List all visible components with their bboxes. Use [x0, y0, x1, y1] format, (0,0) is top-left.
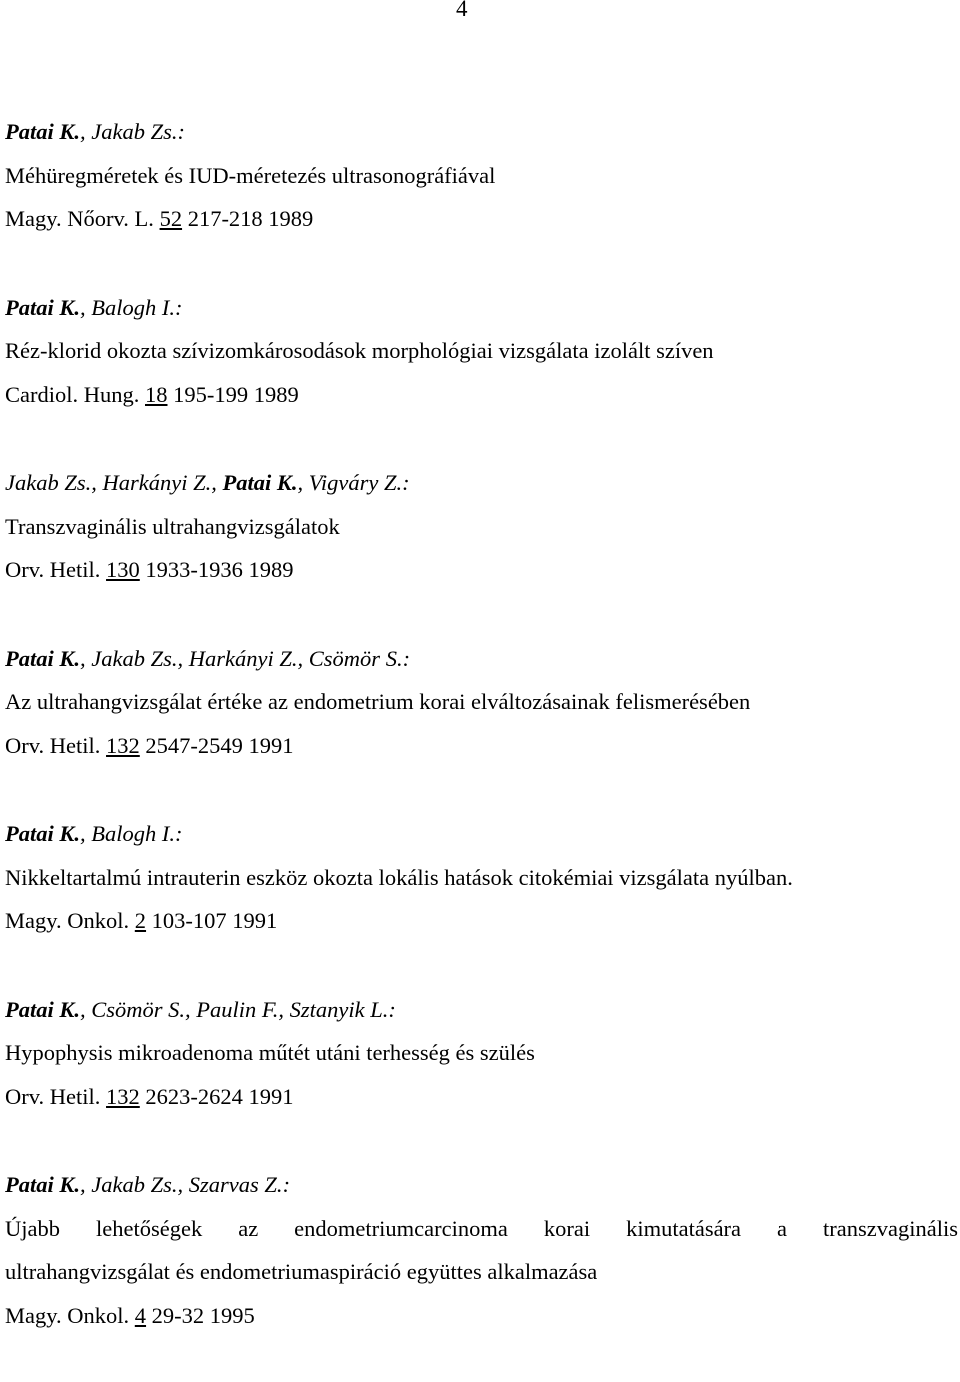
publication-citation [5, 1294, 958, 1338]
journal-name: Orv. Hetil. [5, 732, 101, 758]
author-surname: Patai [5, 294, 54, 320]
author-surname: Harkányi [188, 645, 274, 671]
author [5, 470, 91, 495]
author [309, 470, 402, 495]
journal-volume: 132 [106, 732, 140, 758]
journal-name: Orv. Hetil. [5, 557, 101, 582]
journal-name: Cardiol. Hung. [5, 381, 140, 407]
author [5, 646, 80, 671]
author [5, 821, 80, 846]
author-surname: Patai [5, 119, 54, 144]
author-surname: Balogh [91, 294, 157, 320]
author-initials: K. [59, 1172, 81, 1197]
publication-title: Az ultrahangvizsgálat értéke az endometrium korai elváltozásainak felismerésében [5, 689, 751, 714]
publication-authors: Patai K., Balogh I.: [5, 821, 183, 846]
author [91, 997, 185, 1022]
publication-entry [5, 988, 958, 1119]
publication-entry [5, 461, 958, 592]
author [5, 119, 80, 144]
publication-citation [5, 1075, 958, 1119]
author-initials: K. [59, 119, 81, 144]
author [91, 821, 175, 846]
publication-citation [5, 373, 958, 417]
publication-citation [5, 899, 958, 943]
author-initials: K. [276, 470, 298, 495]
author-surname: Patai [5, 996, 54, 1022]
author-initials: Zs. [64, 470, 92, 495]
author-surname: Patai [5, 645, 54, 671]
author-surname: Vigváry [308, 470, 379, 495]
author [103, 470, 212, 495]
author-surname: Harkányi [102, 470, 188, 495]
author-initials: Zs. [150, 645, 178, 671]
journal-volume: 52 [159, 206, 183, 231]
pages-year: 217-218 1989 [187, 206, 314, 231]
author-surname: Csömör [91, 996, 163, 1022]
publication-entry [5, 286, 958, 417]
journal-volume: 2 [134, 908, 147, 933]
author [5, 1172, 80, 1197]
author [223, 470, 298, 495]
publication-authors: Patai K., Jakab Zs.: [5, 119, 186, 144]
publication-entry [5, 1163, 958, 1337]
author-initials: F. [261, 996, 279, 1022]
author-surname: Jakab [5, 470, 59, 495]
publication-authors: Patai K., Balogh I.: [5, 294, 183, 320]
author-surname: Sztanyik [289, 996, 365, 1022]
publication-title: Réz-klorid okozta szívizomkárosodások morphológiai vizsgálata izolált szíven [5, 338, 714, 363]
author [91, 295, 175, 320]
author-initials: L. [370, 996, 389, 1022]
author-initials: Zs. [150, 119, 178, 144]
author-surname: Patai [222, 470, 272, 495]
author-initials: K. [59, 645, 81, 671]
author-surname: Patai [5, 821, 54, 846]
pages-year: 29-32 1995 [151, 1302, 255, 1328]
author [91, 646, 177, 671]
publication-title: Transzvaginális ultrahangvizsgálatok [5, 513, 340, 539]
author-surname: Jakab [91, 119, 145, 144]
author-initials: Z. [279, 645, 298, 671]
publication-title: Újabb lehetőségek az endometriumcarcinoma korai kimutatására a transzvaginális [5, 1215, 958, 1241]
publication-authors: Patai K., Jakab Zs., Harkányi Z., Csömör S.: [5, 645, 411, 671]
pages-year: 2547-2549 1991 [145, 732, 294, 758]
author [196, 997, 278, 1022]
pages-year: 195-199 1989 [173, 381, 299, 407]
journal-name: Orv. Hetil. [5, 1083, 101, 1109]
author [91, 119, 177, 144]
author-surname: Patai [5, 1172, 54, 1197]
author-initials: I. [161, 821, 176, 846]
author-initials: K. [59, 294, 81, 320]
publication-entry [5, 637, 958, 768]
author [189, 646, 298, 671]
journal-volume: 18 [145, 381, 168, 407]
publication-title: ultrahangvizsgálat és endometriumaspiráció együttes alkalmazása [5, 1259, 598, 1284]
author [189, 1172, 283, 1197]
author-surname: Jakab [91, 645, 145, 671]
author-initials: S. [385, 645, 403, 671]
publication-citation [5, 548, 958, 592]
publication-title: Nikkeltartalmú intrauterin eszköz okozta lokális hatások citokémiai vizsgálata nyúlban. [5, 864, 793, 890]
pages-year: 2623-2624 1991 [145, 1083, 294, 1109]
publication-authors: Patai K., Jakab Zs., Szarvas Z.: [5, 1172, 291, 1197]
author-surname: Balogh [91, 821, 157, 846]
author-initials: Zs. [150, 1172, 178, 1197]
author-surname: Csömör [308, 645, 381, 671]
journal-volume: 4 [134, 1302, 147, 1328]
author-surname: Jakab [91, 1172, 145, 1197]
author-initials: K. [59, 821, 81, 846]
author [5, 997, 80, 1022]
author-initials: Z. [264, 1172, 283, 1197]
publication-title: Hypophysis mikroadenoma műtét utáni terhesség és szülés [5, 1040, 535, 1065]
journal-name: Magy. Onkol. [5, 908, 130, 933]
publication-list [5, 110, 958, 1382]
author [290, 997, 389, 1022]
author-initials: Z. [383, 470, 403, 495]
publication-authors: Patai K., Csömör S., Paulin F., Sztanyik L.: [5, 996, 396, 1022]
author-surname: Szarvas [188, 1172, 259, 1197]
publication-authors: Jakab Zs., Harkányi Z., Patai K., Vigváry Z.: [5, 470, 410, 495]
journal-volume: 132 [106, 1083, 140, 1109]
publication-citation [5, 724, 958, 768]
author-surname: Paulin [196, 996, 257, 1022]
publication-entry [5, 110, 958, 241]
author [91, 1172, 177, 1197]
author [309, 646, 403, 671]
journal-volume: 130 [106, 557, 140, 582]
author-initials: I. [161, 294, 176, 320]
pages-year: 1933-1936 1989 [145, 557, 294, 582]
page-number: 4 [456, 0, 468, 21]
publication-title: Méhüregméretek és IUD-méretezés ultrasonográfiával [5, 162, 496, 188]
journal-name: Magy. Nőorv. L. [5, 206, 154, 231]
author-initials: Z. [193, 470, 212, 495]
publication-citation [5, 197, 958, 241]
author-initials: S. [168, 996, 186, 1022]
publication-entry [5, 812, 958, 943]
journal-name: Magy. Onkol. [5, 1302, 130, 1328]
author-initials: K. [59, 996, 81, 1022]
pages-year: 103-107 1991 [151, 908, 278, 933]
author [5, 295, 80, 320]
